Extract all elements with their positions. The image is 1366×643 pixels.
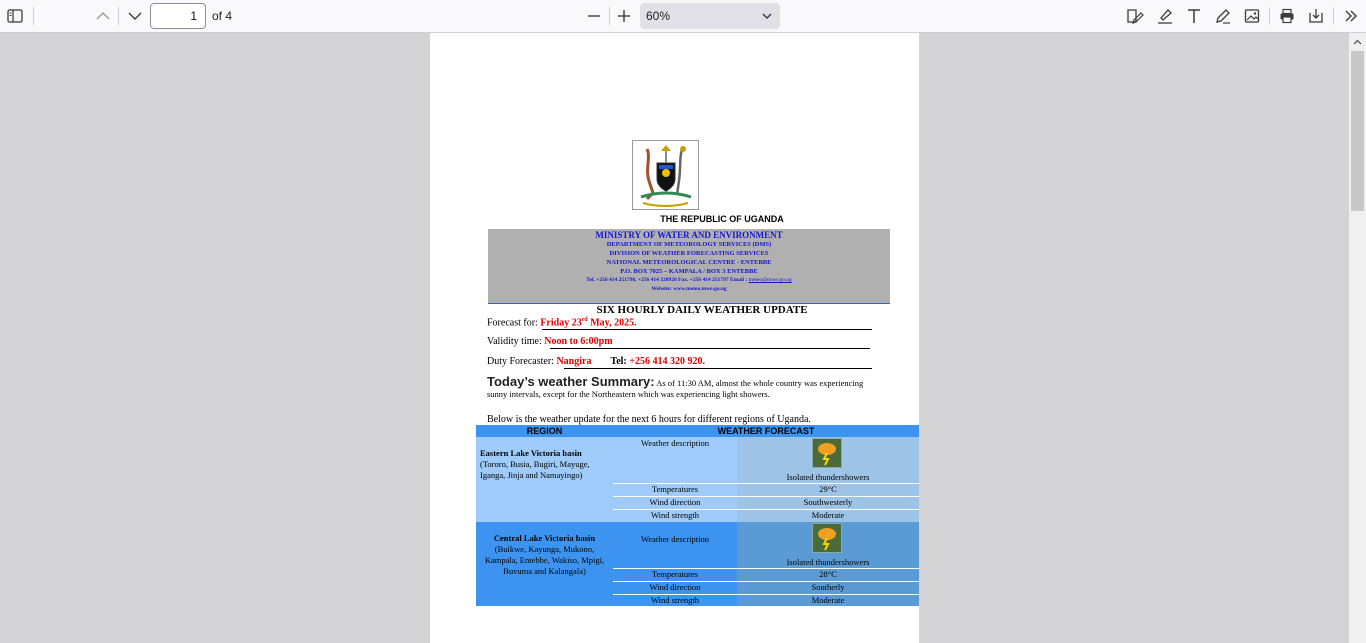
forecast-date-pre: Friday 23 — [540, 317, 582, 329]
region-areas: (Tororo, Busia, Bugiri, Mayuge, Iganga, Jinja and Namayingo) — [480, 459, 590, 480]
label-cell: Temperatures — [613, 568, 737, 581]
summary-heading: Today’s weather Summary: — [487, 374, 655, 389]
forecast-date-post: May, 2025. — [590, 317, 637, 329]
pdf-toolbar — [0, 0, 1366, 33]
thunderstorm-icon — [812, 523, 842, 553]
forecast-for-label: Forecast for: — [487, 317, 538, 329]
ministry-line: NATIONAL METEOROLOGICAL CENTRE - ENTEBBE — [606, 259, 772, 266]
tel-value: +256 414 320 920. — [629, 356, 705, 367]
label-cell: Weather description — [613, 437, 737, 483]
label-cell: Temperatures — [613, 483, 737, 496]
header-forecast: WEATHER FORECAST — [613, 425, 919, 437]
value-cell: Moderate — [737, 594, 919, 606]
validity-line — [487, 336, 613, 347]
weather-desc-value: Isolated thundershowers — [786, 557, 870, 567]
edit-document-icon[interactable] — [1124, 6, 1146, 26]
minus-icon[interactable] — [583, 6, 605, 26]
scroll-up-arrow-icon[interactable] — [1349, 33, 1366, 50]
sidebar-toggle-icon[interactable] — [4, 6, 26, 26]
validity-value: Noon to 6:00pm — [544, 336, 613, 347]
label-cell: Wind direction — [613, 496, 737, 509]
download-icon[interactable] — [1305, 6, 1327, 26]
label-cell: Wind direction — [613, 581, 737, 594]
region-name: Central Lake Victoria basin — [493, 533, 596, 543]
tel-fax-text: Tel. +256 414 251798, +256 414 320920 Fax. +256 414 251797 Email : — [586, 277, 748, 283]
value-cell: 29°C — [737, 483, 919, 496]
tel-label: Tel: — [610, 356, 627, 367]
weather-desc-value: Isolated thundershowers — [786, 472, 870, 482]
ministry-line: MINISTRY OF WATER AND ENVIRONMENT — [595, 230, 783, 240]
pdf-page — [430, 33, 919, 643]
chevron-down-icon[interactable] — [124, 6, 146, 26]
email-link[interactable]: meteo@mwe.go.ug — [748, 277, 792, 283]
value-cell — [737, 437, 919, 483]
duty-label: Duty Forecaster: — [487, 356, 554, 367]
region-name: Eastern Lake Victoria basin — [480, 448, 582, 458]
ministry-line: P.O. BOX 7025 – KAMPALA / BOX 3 ENTEBBE — [620, 268, 758, 275]
validity-label: Validity time: — [487, 336, 542, 347]
thunderstorm-icon — [812, 438, 842, 468]
value-cell: Moderate — [737, 509, 919, 522]
label-cell: Wind strength — [613, 509, 737, 522]
duty-forecaster-line — [487, 356, 705, 367]
value-cell: 28°C — [737, 568, 919, 581]
zoom-select[interactable] — [640, 3, 780, 29]
region-areas: (Buikwe, Kayunga, Mukono, Kampala, Entebbe, Wakiso, Mpigi, Buvuma and Kalangala) — [484, 544, 605, 576]
plus-icon[interactable] — [613, 6, 635, 26]
label-cell: Wind strength — [613, 594, 737, 606]
image-icon[interactable] — [1241, 6, 1263, 26]
weather-summary — [487, 376, 877, 400]
highlighter-icon[interactable] — [1154, 6, 1176, 26]
scroll-thumb[interactable] — [1351, 51, 1364, 211]
text-icon[interactable] — [1183, 6, 1205, 26]
region-cell — [476, 437, 613, 522]
region-cell — [476, 522, 613, 606]
vertical-scrollbar[interactable] — [1349, 33, 1366, 643]
duty-value: Nangira — [556, 356, 592, 367]
forecast-for-line — [487, 317, 637, 328]
page-number-input[interactable]: 1 — [150, 3, 206, 29]
value-cell — [737, 522, 919, 568]
value-cell: Southwesterly — [737, 496, 919, 509]
chevron-up-icon[interactable] — [92, 6, 114, 26]
zoom-value: 60% — [646, 9, 671, 23]
ministry-line: DEPARTMENT OF METEOROLOGY SERVICES (DMS) — [606, 241, 772, 248]
document-title: SIX HOURLY DAILY WEATHER UPDATE — [596, 304, 808, 316]
double-chevron-right-icon[interactable] — [1340, 6, 1362, 26]
coat-of-arms-logo — [632, 140, 699, 210]
value-cell: Southerly — [737, 581, 919, 594]
page-count-label: of 4 — [212, 9, 233, 23]
contact-line — [488, 276, 890, 285]
website-line: Website: www.meteo.mwe.go.ug — [651, 286, 727, 292]
print-icon[interactable] — [1276, 6, 1298, 26]
summary-text: As of 11:30 AM, almost the whole country was experiencing sunny intervals, except for the Northeastern which was experiencing light showers. — [487, 378, 864, 399]
below-text: Below is the weather update for the next 6 hours for different regions of Uganda. — [487, 414, 811, 425]
pen-icon[interactable] — [1212, 6, 1234, 26]
header-region: REGION — [476, 425, 613, 437]
ministry-line: DIVISION OF WEATHER FORECASTING SERVICES — [609, 250, 769, 257]
label-cell: Weather description — [613, 522, 737, 568]
republic-heading: THE REPUBLIC OF UGANDA — [660, 214, 784, 224]
ministry-header-block — [488, 229, 890, 304]
forecast-date-sup: rd — [581, 317, 588, 323]
